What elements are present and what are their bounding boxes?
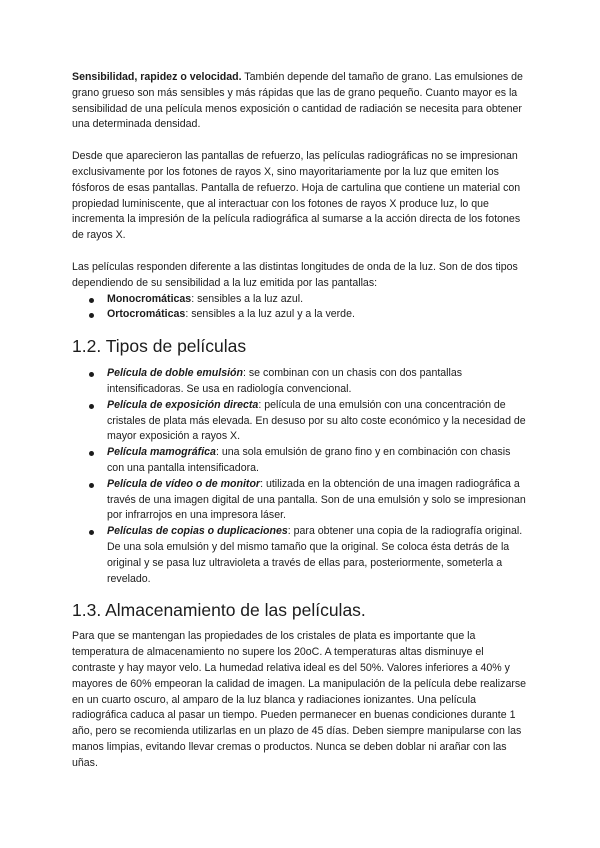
list-item (72, 524, 528, 587)
list-item-text: : utilizada en la obtención de una imagen radiográfica a través de una imagen digital de una pantalla. Son de una emulsión y solo se impresionan por infrarrojos en una impresora láser. (107, 477, 526, 522)
section-heading-almacenamiento: 1.3. Almacenamiento de las películas. (72, 600, 366, 621)
list-item (72, 398, 528, 445)
list-item (72, 477, 528, 524)
list-item (72, 445, 528, 477)
list-item-bold: Película de doble emulsión (107, 367, 243, 380)
list-item (72, 366, 528, 398)
section-heading-tipos: 1.2. Tipos de películas (72, 336, 247, 357)
list-item-text: : se combinan con un chasis con dos pantallas intensificadoras. Se usa en radiología convencional. (107, 367, 463, 395)
list-item-text: : película de una emulsión con una concentración de cristales de plata más elevada. En desuso por su alto coste económico y la necesidad de mayor exposición a rayos X. (107, 398, 526, 443)
paragraph-sensibilidad (72, 70, 528, 133)
list-item-bold: Película mamográfica (107, 446, 216, 459)
paragraph-almacenamiento: Para que se mantengan las propiedades de los cristales de plata es importante que la temperatura de almacenamiento no supere los 20oC. A temperaturas altas disminuye el contraste y hay mayor velo. La humedad relativa ideal es del 50%. Valores inferiores a 40% y mayores de 60% empeoran la calidad de imagen. La manipulación de la película debe realizarse en un cuarto oscuro, al amparo de la luz blanca y radiaciones ionizantes. Una película radiográfica caduca al pasar un tiempo. Pueden permanecer en buenas condiciones durante 1 año, pero se recomienda utilizarlas en un plazo de 45 días. Deben siempre manipularse con las manos limpias, evitando llevar cremas o productos. Nunca se deben doblar ni arañar con las uñas. (72, 630, 527, 769)
paragraph-sensibilidad-text: También depende del tamaño de grano. Las emulsiones de grano grueso son más sensibles y más rápidas que las de grano pequeño. Cuanto mayor es la sensibilidad de una película menos exposición o cantidad de radiación se necesita para obtener una determinada densidad. (72, 71, 523, 131)
list-item-bold: Películas de copias o duplicaciones (107, 525, 288, 538)
list-item-text: : sensibles a la luz azul y a la verde. (185, 308, 355, 321)
list-item-bold: Película de vídeo o de monitor (107, 477, 261, 490)
film-types-list (72, 366, 528, 587)
list-item-text: : una sola emulsión de grano fino y en combinación con chasis con una pantalla intensificadora. (107, 446, 511, 474)
paragraph-sensibilidad-bold: Sensibilidad, rapidez o velocidad. (72, 71, 242, 83)
list-item-text: : sensibles a la luz azul. (191, 292, 304, 305)
list-item-bold: Monocromáticas (107, 292, 192, 305)
film-sensitivity-list (72, 292, 528, 324)
list-item-text: : para obtener una copia de la radiografía original. De una sola emulsión y del mismo tamaño que la original. Se coloca ésta detrás de la original y se pasa luz ultravioleta a través de ellas para, posteriormente, someterla a revelado. (107, 525, 523, 585)
list-item (72, 292, 528, 308)
list-item-bold: Película de exposición directa (107, 398, 259, 411)
list-item (72, 307, 528, 323)
paragraph-pantallas-refuerzo: Desde que aparecieron las pantallas de refuerzo, las películas radiográficas no se impresionan exclusivamente por los fotones de rayos X, sino mayoritariamente por la luz que emiten los fósforos de esas pantallas. Pantalla de refuerzo. Hoja de cartulina que contiene un material con propiedad luminiscente, que al interactuar con los fotones de rayos X produce luz, lo que incrementa la impresión de la película radiográfica al sumarse a la acción directa de los fotones de rayos X. (72, 150, 521, 242)
paragraph-longitudes-onda: Las películas responden diferente a las distintas longitudes de onda de la luz. Son de dos tipos dependiendo de su sensibilidad a la luz emitida por las pantallas: (72, 260, 518, 289)
list-item-bold: Ortocromáticas (107, 308, 186, 321)
